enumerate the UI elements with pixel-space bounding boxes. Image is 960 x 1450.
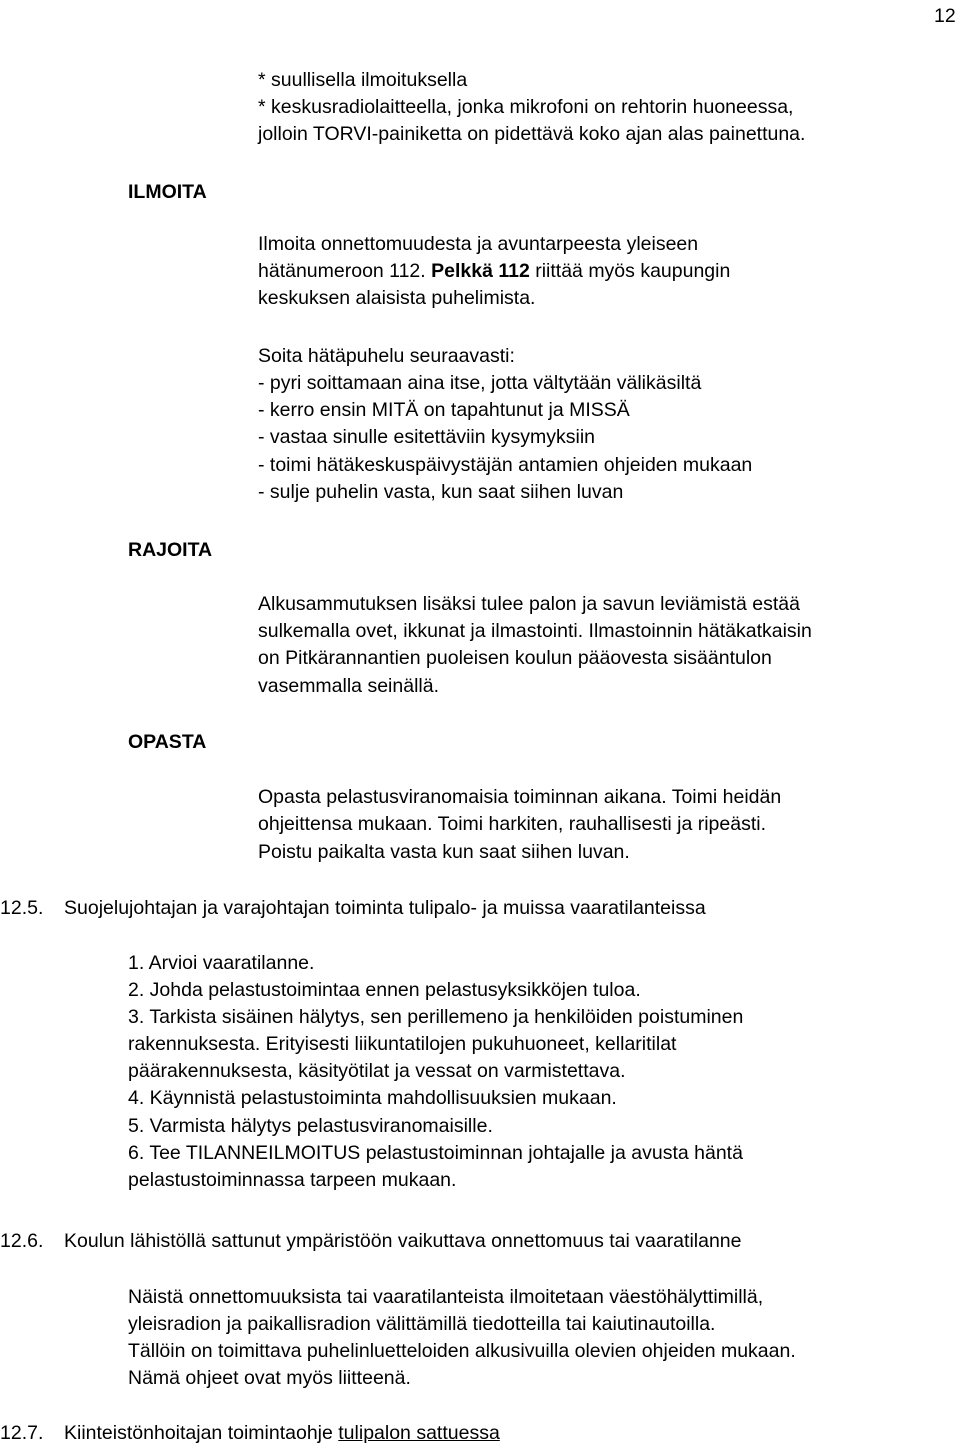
section-number: 12.6. (0, 1230, 44, 1252)
call-instruction-line: Soita hätäpuhelu seuraavasti: (258, 345, 515, 367)
section-title-underlined: tulipalon sattuessa (338, 1422, 500, 1444)
side-label-opasta: OPASTA (128, 731, 207, 753)
restrict-line: vasemmalla seinällä. (258, 675, 439, 697)
restrict-line: sulkemalla ovet, ikkunat ja ilmastointi. Ilmastoinnin hätäkatkaisin (258, 620, 812, 642)
list-item: päärakennuksesta, käsityötilat ja vessat on varmistettava. (128, 1060, 626, 1082)
section-title (64, 1420, 500, 1447)
section-number: 12.5. (0, 897, 44, 919)
list-item: rakennuksesta. Erityisesti liikuntatilojen pukuhuoneet, kellaritilat (128, 1033, 677, 1055)
list-item: 6. Tee TILANNEILMOITUS pelastustoiminnan johtajalle ja avusta häntä (128, 1142, 743, 1164)
side-label-rajoita: RAJOITA (128, 539, 213, 561)
guide-line: Opasta pelastusviranomaisia toiminnan aikana. Toimi heidän (258, 786, 782, 808)
list-item: 4. Käynnistä pelastustoiminta mahdollisuuksien mukaan. (128, 1087, 617, 1109)
notify-emphasis: Pelkkä 112 (431, 260, 530, 282)
alert-line: jolloin TORVI-painiketta on pidettävä koko ajan alas painettuna. (258, 123, 806, 145)
notify-line: keskuksen alaisista puhelimista. (258, 287, 536, 309)
list-item: 5. Varmista hälytys pelastusviranomaisille. (128, 1115, 493, 1137)
list-item: pelastustoiminnassa tarpeen mukaan. (128, 1169, 457, 1191)
guide-line: ohjeittensa mukaan. Toimi harkiten, rauhallisesti ja ripeästi. (258, 813, 766, 835)
notify-text: hätänumeroon 112. (258, 260, 432, 282)
paragraph-line: Nämä ohjeet ovat myös liitteenä. (128, 1367, 411, 1389)
list-item: 3. Tarkista sisäinen hälytys, sen perillemeno ja henkilöiden poistuminen (128, 1006, 744, 1028)
section-title-text: Kiinteistönhoitajan toimintaohje (64, 1422, 339, 1444)
side-label-ilmoita: ILMOITA (128, 181, 207, 203)
call-instruction-line: - toimi hätäkeskuspäivystäjän antamien ohjeiden mukaan (258, 454, 753, 476)
list-item: 1. Arvioi vaaratilanne. (128, 952, 315, 974)
call-instruction-line: - vastaa sinulle esitettäviin kysymyksiin (258, 426, 596, 448)
section-number: 12.7. (0, 1422, 44, 1444)
list-item: 2. Johda pelastustoimintaa ennen pelastusyksikköjen tuloa. (128, 979, 641, 1001)
call-instruction-line: - kerro ensin MITÄ on tapahtunut ja MISSÄ (258, 399, 630, 421)
section-title: Koulun lähistöllä sattunut ympäristöön vaikuttava onnettomuus tai vaaratilanne (64, 1230, 742, 1252)
page-number: 12 (934, 5, 956, 27)
paragraph-line: Näistä onnettomuuksista tai vaaratilanteista ilmoitetaan väestöhälyttimillä, (128, 1286, 764, 1308)
notify-line (258, 258, 730, 285)
alert-line: * keskusradiolaitteella, jonka mikrofoni on rehtorin huoneessa, (258, 96, 794, 118)
call-instruction-line: - pyri soittamaan aina itse, jotta vältytään välikäsiltä (258, 372, 702, 394)
paragraph-line: Tällöin on toimittava puhelinluetteloiden alkusivuilla olevien ohjeiden mukaan. (128, 1340, 796, 1362)
guide-line: Poistu paikalta vasta kun saat siihen luvan. (258, 841, 630, 863)
call-instruction-line: - sulje puhelin vasta, kun saat siihen luvan (258, 481, 624, 503)
notify-text: riittää myös kaupungin (529, 260, 731, 282)
notify-line: Ilmoita onnettomuudesta ja avuntarpeesta yleiseen (258, 233, 699, 255)
paragraph-line: yleisradion ja paikallisradion välittämillä tiedotteilla tai kaiutinautoilla. (128, 1313, 716, 1335)
alert-line: * suullisella ilmoituksella (258, 69, 468, 91)
restrict-line: on Pitkärannantien puoleisen koulun pääovesta sisääntulon (258, 647, 772, 669)
section-title: Suojelujohtajan ja varajohtajan toiminta tulipalo- ja muissa vaaratilanteissa (64, 897, 706, 919)
restrict-line: Alkusammutuksen lisäksi tulee palon ja savun leviämistä estää (258, 593, 800, 615)
